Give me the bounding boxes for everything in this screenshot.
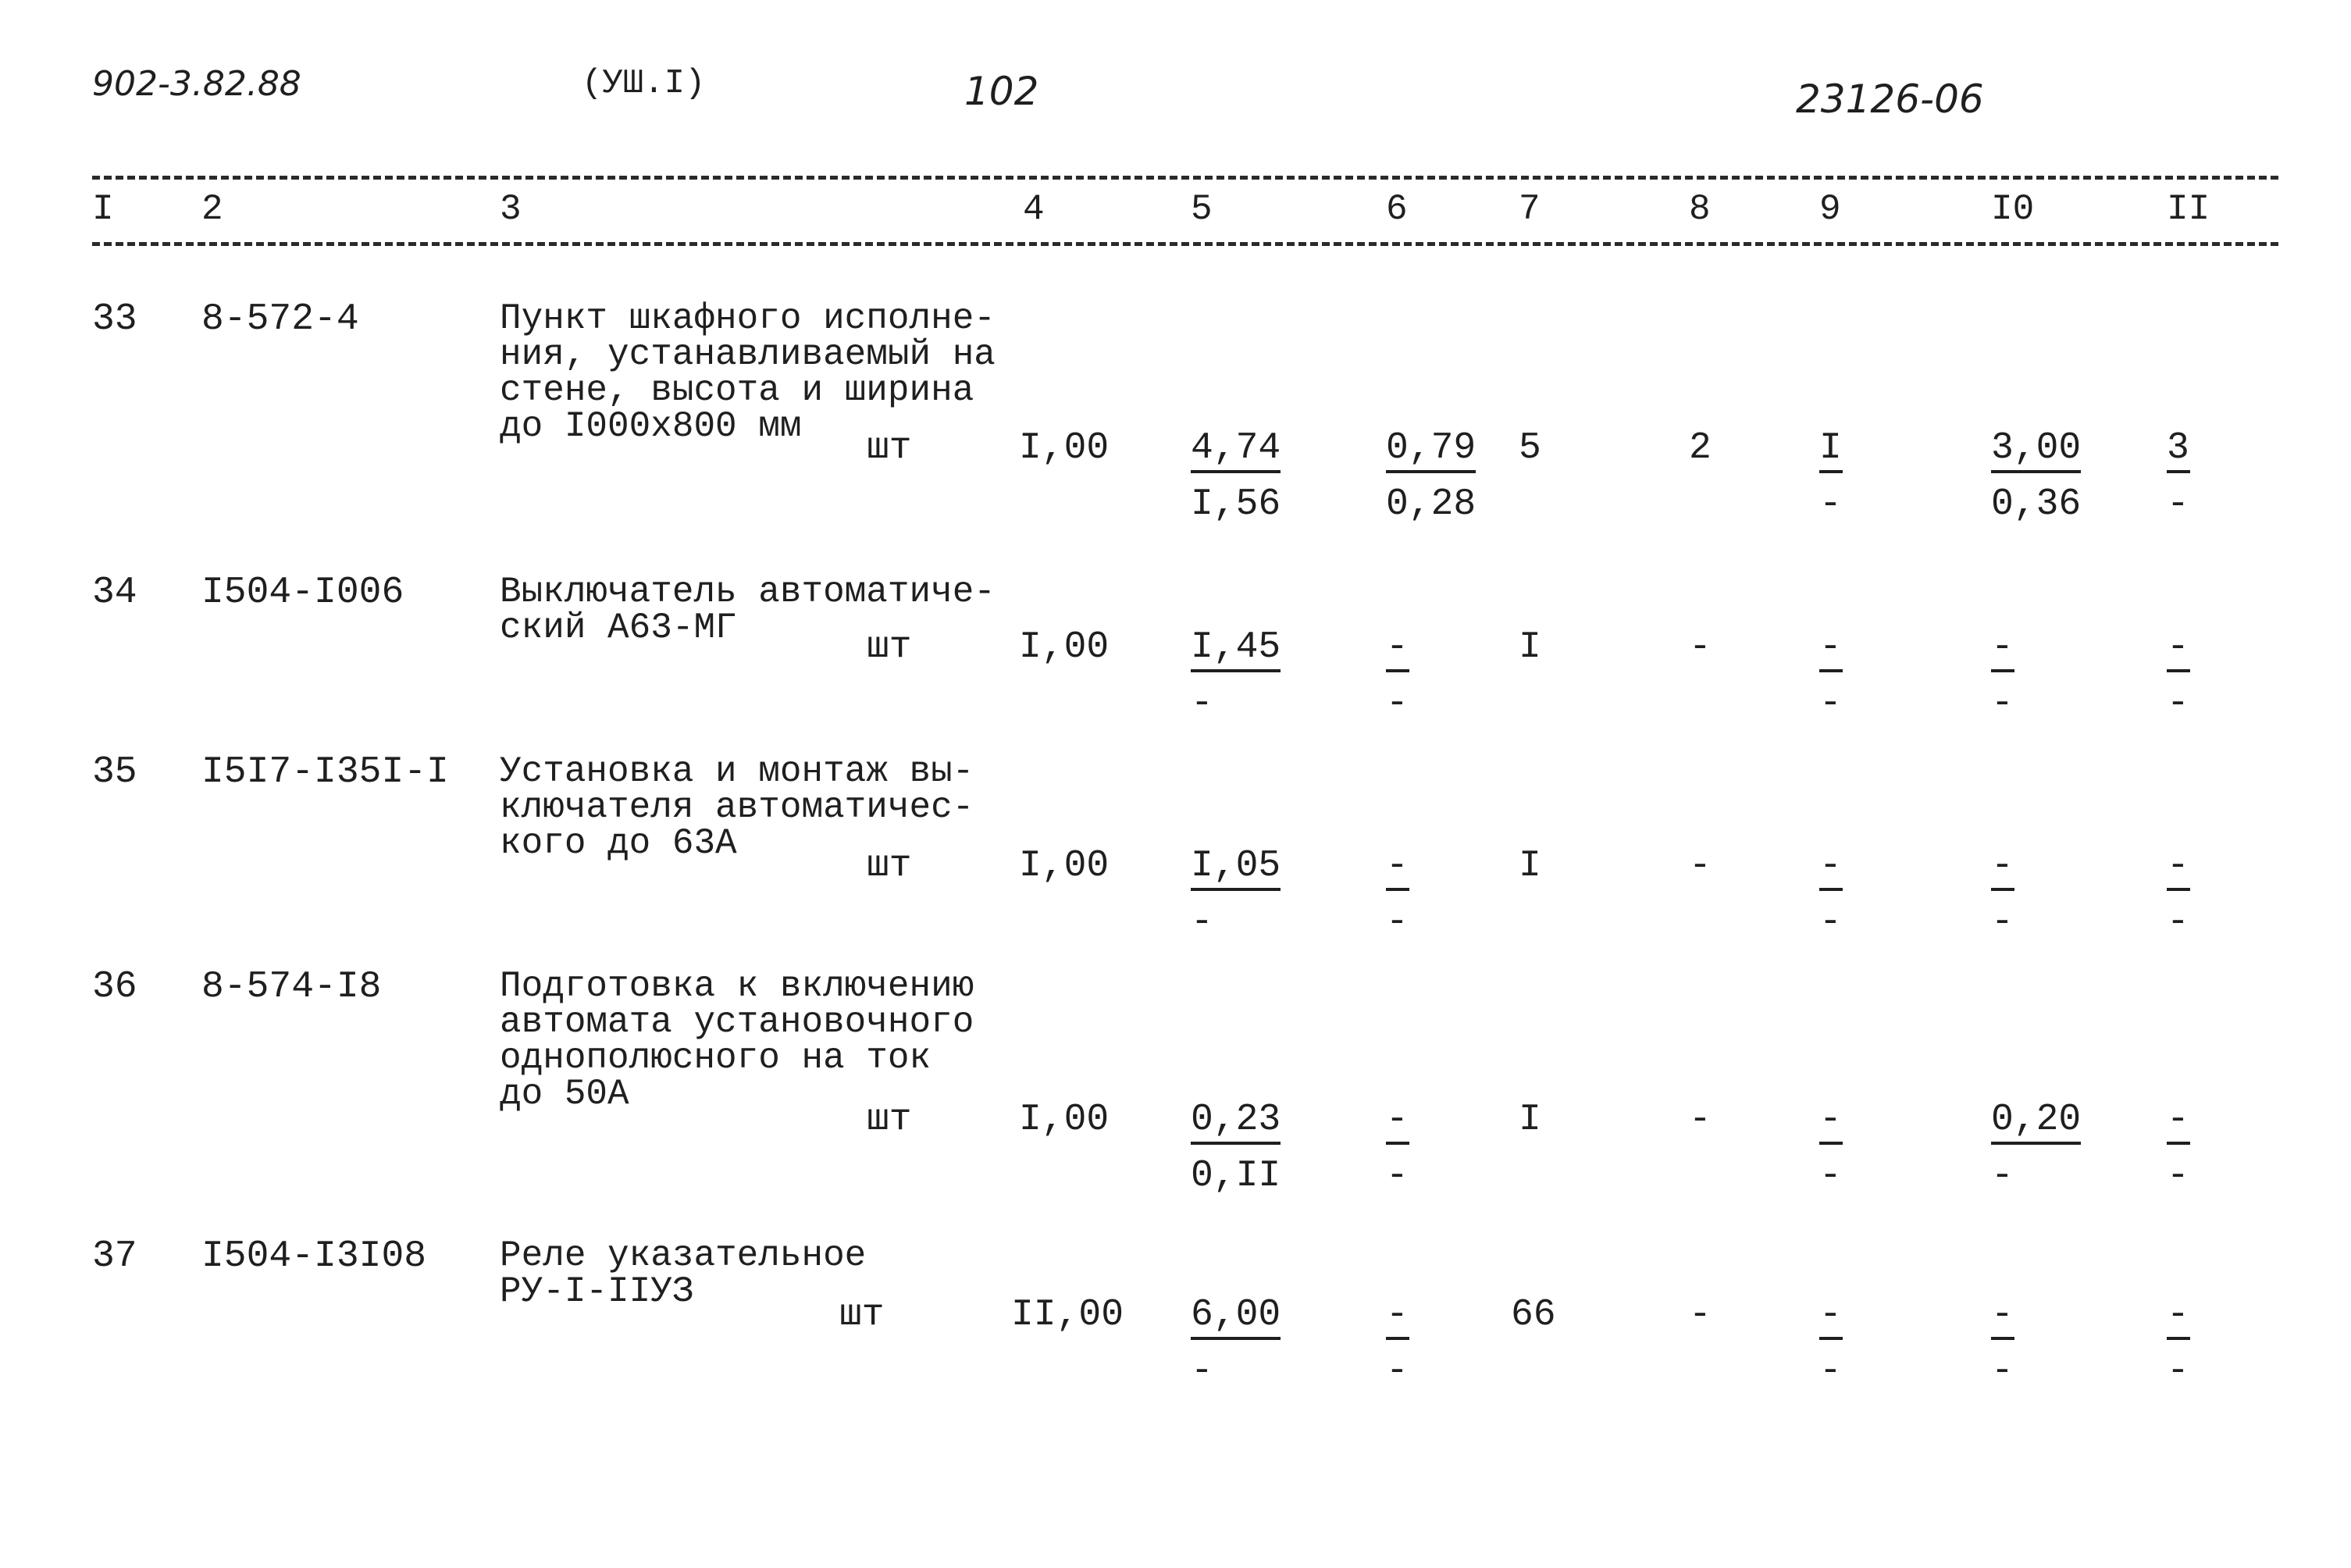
quantity: I,00: [1019, 626, 1110, 668]
col8-value: -: [1689, 1294, 1712, 1336]
col10-top: -: [1991, 847, 2014, 891]
row-number: 33: [92, 298, 137, 340]
col7-value: I: [1519, 626, 1541, 668]
col5-top: 6,00: [1191, 1296, 1281, 1340]
unit: шт: [867, 427, 912, 469]
col8-value: -: [1689, 1099, 1712, 1141]
col10-bottom: -: [1991, 901, 2014, 943]
header-bottom-rule: [92, 242, 2278, 246]
col6-top: -: [1386, 1296, 1409, 1340]
col6-bottom: 0,28: [1386, 483, 1476, 526]
col11-top: -: [2167, 1296, 2190, 1340]
column-header-4: 4: [1023, 189, 1045, 230]
row-number: 35: [92, 751, 137, 793]
column-header-9: 9: [1819, 189, 1841, 230]
col9-value: [1819, 1296, 1843, 1390]
col5-bottom: I,56: [1191, 483, 1281, 526]
col11-bottom: -: [2167, 682, 2189, 725]
col10-value: [1991, 427, 2082, 526]
col5-top: 4,74: [1191, 429, 1281, 473]
quantity: II,00: [1011, 1294, 1124, 1336]
column-header-1: I: [92, 189, 114, 230]
row-number: 34: [92, 572, 137, 614]
col10-bottom: -: [1991, 1155, 2014, 1197]
col9-bottom: -: [1819, 682, 1842, 725]
col11-top: -: [2167, 847, 2190, 891]
column-header-6: 6: [1386, 189, 1408, 230]
reference-number: 23126-06: [1796, 77, 1984, 122]
col6-bottom: -: [1386, 682, 1409, 725]
col11-value: [2167, 427, 2190, 526]
column-header-3: 3: [500, 189, 522, 230]
work-description: Установка и монтаж вы- ключателя автоматичес- кого до 63А: [500, 751, 974, 864]
column-header-2: 2: [201, 189, 223, 230]
col9-top: -: [1819, 847, 1843, 891]
col10-top: 3,00: [1991, 429, 2081, 473]
col8-value: 2: [1689, 427, 1712, 469]
col10-value: [1991, 1101, 2081, 1195]
col6-value: [1386, 427, 1476, 526]
col5-value: [1191, 1296, 1281, 1390]
quantity: I,00: [1019, 845, 1110, 887]
col6-bottom: -: [1386, 901, 1409, 943]
col10-bottom: -: [1991, 1350, 2014, 1392]
col10-top: -: [1991, 1296, 2014, 1340]
column-header-8: 8: [1689, 189, 1711, 230]
header-top-rule: [92, 176, 2278, 180]
col10-bottom: -: [1991, 682, 2014, 725]
col5-value: [1191, 847, 1281, 941]
col5-top: I,05: [1191, 847, 1281, 891]
col6-top: -: [1386, 1101, 1409, 1145]
unit: шт: [839, 1294, 885, 1336]
work-description: Выключатель автоматиче- ский А63-МГ: [500, 572, 996, 648]
work-description: Подготовка к включению автомата установочного однополюсного на ток до 50А: [500, 966, 974, 1114]
col10-top: -: [1991, 629, 2014, 672]
rate-code: 8-572-4: [201, 298, 359, 340]
quantity: I,00: [1019, 427, 1110, 469]
col9-bottom: -: [1819, 483, 1842, 526]
col5-bottom: -: [1191, 682, 1213, 725]
col8-value: -: [1689, 626, 1712, 668]
col9-top: I: [1819, 429, 1843, 473]
col6-value: [1386, 1296, 1409, 1390]
col10-bottom: 0,36: [1991, 483, 2082, 526]
unit: шт: [867, 845, 912, 887]
col7-value: I: [1519, 1099, 1541, 1141]
col6-value: [1386, 847, 1409, 941]
col5-value: [1191, 626, 1281, 725]
col6-value: [1386, 1101, 1409, 1195]
col11-value: [2167, 847, 2190, 941]
col11-bottom: -: [2167, 901, 2189, 943]
col11-top: 3: [2167, 429, 2190, 473]
col6-top: -: [1386, 847, 1409, 891]
col10-top: 0,20: [1991, 1101, 2081, 1145]
unit: шт: [867, 1099, 912, 1141]
col5-bottom: 0,II: [1191, 1155, 1281, 1197]
col7-value: 66: [1511, 1294, 1556, 1336]
col5-top: I,45: [1191, 629, 1281, 672]
col11-bottom: -: [2167, 1350, 2189, 1392]
col10-value: [1991, 626, 2014, 725]
quantity: I,00: [1019, 1099, 1110, 1141]
col11-value: [2167, 1101, 2190, 1195]
unit: шт: [867, 626, 912, 668]
col6-value: [1386, 626, 1409, 725]
col7-value: I: [1519, 845, 1541, 887]
col9-bottom: -: [1819, 1155, 1842, 1197]
col9-top: -: [1819, 629, 1843, 672]
row-number: 36: [92, 966, 137, 1008]
doc-code: 902-3.82.88: [92, 64, 301, 104]
rate-code: I504-I3I08: [201, 1235, 427, 1278]
col6-top: 0,79: [1386, 429, 1476, 473]
column-header-7: 7: [1519, 189, 1541, 230]
col6-bottom: -: [1386, 1350, 1409, 1392]
col6-top: -: [1386, 629, 1409, 672]
col9-top: -: [1819, 1101, 1843, 1145]
row-number: 37: [92, 1235, 137, 1278]
col9-value: [1819, 847, 1843, 941]
page-number: 102: [964, 69, 1039, 114]
col11-bottom: -: [2167, 1155, 2189, 1197]
section-label: (УШ.I): [582, 64, 706, 103]
col5-value: [1191, 427, 1281, 526]
col9-value: [1819, 1101, 1843, 1195]
col5-bottom: -: [1191, 1350, 1213, 1392]
col5-bottom: -: [1191, 901, 1213, 943]
col10-value: [1991, 847, 2014, 941]
col10-value: [1991, 1296, 2014, 1390]
rate-code: I504-I006: [201, 572, 404, 614]
col9-value: [1819, 626, 1843, 725]
rate-code: 8-574-I8: [201, 966, 382, 1008]
col9-bottom: -: [1819, 901, 1842, 943]
col6-bottom: -: [1386, 1155, 1409, 1197]
col11-bottom: -: [2167, 483, 2189, 526]
work-description: Реле указательное РУ-I-IIУЗ: [500, 1235, 867, 1312]
col5-value: [1191, 1101, 1281, 1195]
col8-value: -: [1689, 845, 1712, 887]
rate-code: I5I7-I35I-I: [201, 751, 449, 793]
col9-top: -: [1819, 1296, 1843, 1340]
work-description: Пункт шкафного исполне- ния, устанавливаемый на стене, высота и ширина до I000x800 мм: [500, 298, 996, 447]
column-header-10: I0: [1991, 189, 2035, 230]
col11-top: -: [2167, 629, 2190, 672]
column-header-5: 5: [1191, 189, 1213, 230]
col5-top: 0,23: [1191, 1101, 1281, 1145]
col11-value: [2167, 626, 2190, 725]
col11-top: -: [2167, 1101, 2190, 1145]
col9-value: [1819, 427, 1843, 526]
col7-value: 5: [1519, 427, 1541, 469]
column-header-11: II: [2167, 189, 2210, 230]
col9-bottom: -: [1819, 1350, 1842, 1392]
col11-value: [2167, 1296, 2190, 1390]
